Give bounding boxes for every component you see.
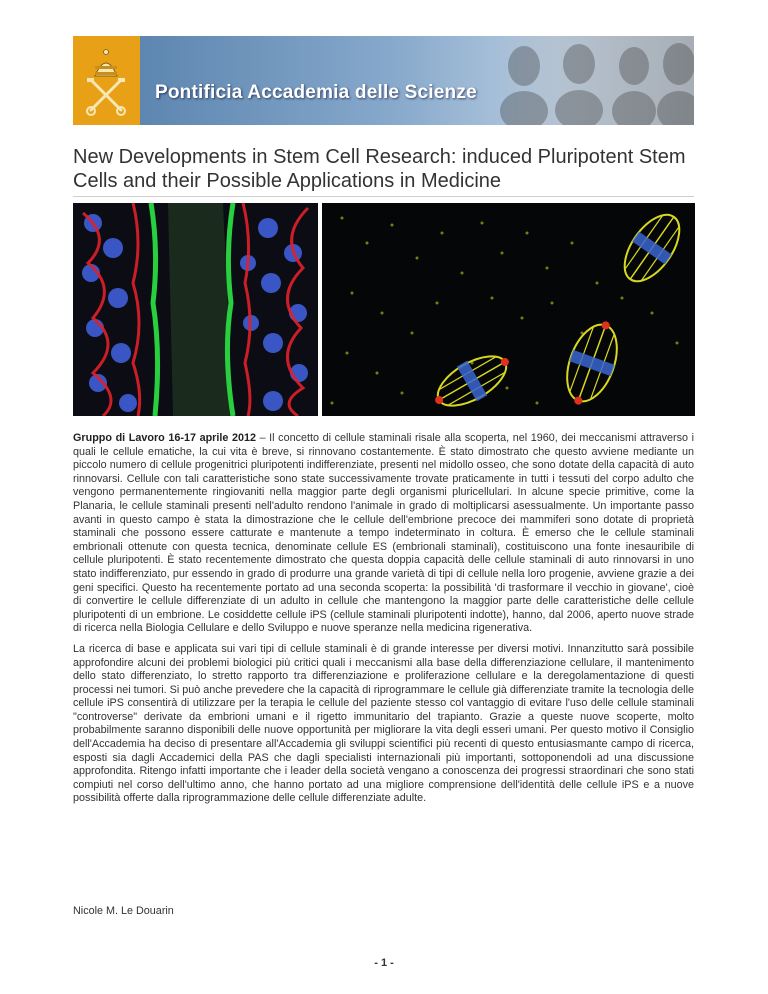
papal-crossed-keys-emblem-icon	[73, 36, 140, 125]
intro-bold-label: Gruppo di Lavoro 16-17 aprile 2012	[73, 432, 256, 444]
header-banner	[73, 36, 694, 125]
banner-title: Pontificia Accademia delle Scienze	[155, 82, 477, 103]
title-divider	[73, 196, 694, 197]
mitotic-spindle-image	[322, 203, 695, 416]
paragraph-1	[73, 432, 694, 636]
stem-cell-tissue-image	[73, 203, 318, 416]
author-signature: Nicole M. Le Douarin	[73, 905, 174, 917]
page-number: - 1 -	[374, 957, 394, 969]
paragraph-2: La ricerca di base e applicata sui vari tipi di cellule staminali è di grande interesse per diversi motivi. Innanzitutto sarà possibile approfondire alcuni dei problemi biologici più critici quali i meccanismi alla base della differenziazione cellulare, il mantenimento dello stato differenziato, lo stretto rapporto tra differenziazione e proliferazione cellulare e la deregolamentazione di questi processi nei tumori. Si può anche prevedere che la capacità di riprogrammare le cellule già differenziate tramite la tecnologia delle cellule iPS consentirà di utilizzare per la terapia le cellule del paziente stesso col vantaggio di evitare l'uso delle cellule staminali "controverse" derivate da embrioni umani e il rigetto immunitario del trapianto. Grazie a queste nuove scoperte, molto probabilmente saranno disponibili delle nuove opportunità per migliorare la vita degli esseri umani. Per questo motivo il Consiglio dell'Accademia ha deciso di presentare all'Accademia gli sviluppi scientifici più recenti di questo entusiasmante campo di ricerca, esposti sia dagli Accademici della PAS che dagli specialisti internazionali più importanti, sottoponendoli ad una discussione approfondita. Ritengo infatti importante che i leader della società vengano a conoscenza dei progressi straordinari che sono stati compiuti nel corso dell'ultimo anno, che hanno portato ad una migliore comprensione dell'identità delle cellule iPS e a nuove possibilità offerte dalla riprogrammazione delle cellule differenziate adulte.	[73, 642, 694, 805]
banner-bar	[140, 36, 694, 125]
scientist-portraits-image	[494, 36, 694, 125]
paragraph-1-text: – Il concetto di cellule staminali risale alla scoperta, nel 1960, dei meccanismi attraverso i quali le cellule ematiche, la cui vita è breve, si rinnovano costantemente. È stato dimostrato che questo avviene mediante un piccolo numero di cellule progenitrici pluripotenti indifferenziate, presenti nel midollo osseo, che sono dotate della capacità di auto rinnovarsi. Cellule con tali caratteristiche sono state successivamente trovate praticamente in tutti i tessuti del corpo adulto che vengono permanentemente ringiovaniti nella maggior parte degli organismi pluricellulari. In alcune specie primitive, come la Planaria, le cellule staminali presenti nell'adulto rendono l'animale in grado di moltiplicarsi asessualmente. Un importante passo avanti in questo campo è stata la dimostrazione che le cellule dell'embrione precoce dei mammiferi sono dotate di proprietà staminali che possono essere catturate e mantenute a tempo indeterminato in coltura. È emerso che le cellule staminali embrionali ottenute con questa tecnica, denominate cellule ES (embrionali staminali), costituiscono una fonte inesauribile di cellule pluripotenti. È stato recentemente dimostrato che questa doppia capacità delle cellule staminali di auto rinnovarsi in uno stato indifferenziato, pur essendo in grado di produrre una grande varietà di tipi di cellule nella loro progenie, avviene grazie a dei geni specifici. Questo ha recentemente portato ad una seconda scoperta: la possibilità 'di trasformare il vecchio in giovane', cioè di convertire le cellule differenziate di un adulto in cellule che mantengono la maggior parte delle caratteristiche delle cellule pluripotenti di un embrione. Le cosiddette cellule iPS (cellule staminali pluripotenti indotte), hanno, dal 2006, aperto nuove strade di ricerca nella Biologia Cellulare e dello Sviluppo e nuove speranze nella medicina rigenerativa.	[73, 432, 694, 635]
page-title: New Developments in Stem Cell Research: induced Pluripotent Stem Cells and their Possible Applications in Medicine	[73, 146, 686, 192]
academy-logo	[73, 36, 140, 125]
article-body	[73, 432, 694, 813]
